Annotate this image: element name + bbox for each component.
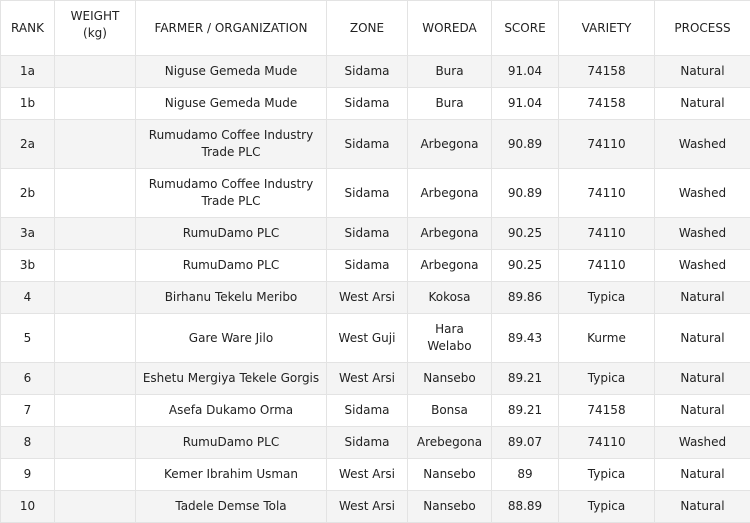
- cell-weight: [55, 56, 136, 88]
- table-header: [1, 1, 750, 56]
- cell-variety: 74158: [559, 88, 655, 120]
- cell-process: Washed: [655, 169, 750, 218]
- cell-farmer: Birhanu Tekelu Meribo: [136, 282, 327, 314]
- cell-process: Natural: [655, 491, 750, 523]
- table-row: [1, 56, 750, 88]
- cell-zone: West Guji: [327, 314, 408, 363]
- cell-woreda: Arbegona: [408, 218, 492, 250]
- cell-woreda: Nansebo: [408, 459, 492, 491]
- cell-variety: 74110: [559, 169, 655, 218]
- table-row: [1, 169, 750, 218]
- cell-process: Natural: [655, 395, 750, 427]
- cell-variety: Kurme: [559, 314, 655, 363]
- cell-score: 89.21: [492, 395, 559, 427]
- cell-weight: [55, 314, 136, 363]
- cell-rank: 8: [1, 427, 55, 459]
- cell-variety: Typica: [559, 363, 655, 395]
- cell-farmer: Tadele Demse Tola: [136, 491, 327, 523]
- table-row: [1, 250, 750, 282]
- cell-rank: 5: [1, 314, 55, 363]
- header-farmer: FARMER / ORGANIZATION: [136, 1, 327, 56]
- cell-zone: Sidama: [327, 169, 408, 218]
- cell-variety: Typica: [559, 459, 655, 491]
- cell-woreda: Arbegona: [408, 169, 492, 218]
- cell-woreda: Hara Welabo: [408, 314, 492, 363]
- cell-weight: [55, 218, 136, 250]
- cell-score: 90.89: [492, 169, 559, 218]
- cell-process: Natural: [655, 363, 750, 395]
- table-row: [1, 491, 750, 523]
- cell-rank: 10: [1, 491, 55, 523]
- cell-score: 89.86: [492, 282, 559, 314]
- cell-farmer: RumuDamo PLC: [136, 218, 327, 250]
- cell-zone: West Arsi: [327, 282, 408, 314]
- cell-zone: Sidama: [327, 250, 408, 282]
- header-process: PROCESS: [655, 1, 750, 56]
- cell-process: Natural: [655, 88, 750, 120]
- cell-farmer: RumuDamo PLC: [136, 250, 327, 282]
- cell-rank: 3b: [1, 250, 55, 282]
- cell-variety: 74110: [559, 218, 655, 250]
- cell-score: 90.25: [492, 218, 559, 250]
- cell-rank: 9: [1, 459, 55, 491]
- cell-farmer: Gare Ware Jilo: [136, 314, 327, 363]
- cell-process: Natural: [655, 314, 750, 363]
- cell-rank: 7: [1, 395, 55, 427]
- header-variety: VARIETY: [559, 1, 655, 56]
- cell-woreda: Arbegona: [408, 250, 492, 282]
- cell-farmer: Niguse Gemeda Mude: [136, 56, 327, 88]
- cell-variety: Typica: [559, 491, 655, 523]
- table-row: [1, 363, 750, 395]
- cell-woreda: Nansebo: [408, 363, 492, 395]
- header-weight: [55, 1, 136, 56]
- cell-process: Natural: [655, 282, 750, 314]
- table-row: [1, 88, 750, 120]
- table-row: [1, 314, 750, 363]
- cell-woreda: Arebegona: [408, 427, 492, 459]
- cell-woreda: Bura: [408, 56, 492, 88]
- cell-woreda: Kokosa: [408, 282, 492, 314]
- cell-weight: [55, 120, 136, 169]
- cell-weight: [55, 395, 136, 427]
- cell-woreda: Nansebo: [408, 491, 492, 523]
- table-row: [1, 120, 750, 169]
- cell-rank: 3a: [1, 218, 55, 250]
- cell-farmer: RumuDamo PLC: [136, 427, 327, 459]
- cell-weight: [55, 169, 136, 218]
- cell-farmer: Eshetu Mergiya Tekele Gorgis: [136, 363, 327, 395]
- cell-variety: 74110: [559, 120, 655, 169]
- cell-score: 90.25: [492, 250, 559, 282]
- cell-score: 91.04: [492, 56, 559, 88]
- cell-weight: [55, 363, 136, 395]
- cell-zone: West Arsi: [327, 363, 408, 395]
- cell-score: 89.07: [492, 427, 559, 459]
- cell-process: Natural: [655, 459, 750, 491]
- cell-zone: Sidama: [327, 218, 408, 250]
- cell-zone: Sidama: [327, 88, 408, 120]
- header-score: SCORE: [492, 1, 559, 56]
- table-row: [1, 427, 750, 459]
- cell-zone: Sidama: [327, 120, 408, 169]
- cell-score: 88.89: [492, 491, 559, 523]
- cell-woreda: Bonsa: [408, 395, 492, 427]
- cell-rank: 2b: [1, 169, 55, 218]
- header-rank: RANK: [1, 1, 55, 56]
- cell-variety: 74110: [559, 427, 655, 459]
- cell-rank: 4: [1, 282, 55, 314]
- cell-score: 89: [492, 459, 559, 491]
- cell-weight: [55, 491, 136, 523]
- cell-zone: Sidama: [327, 395, 408, 427]
- cell-variety: 74110: [559, 250, 655, 282]
- cell-rank: 1b: [1, 88, 55, 120]
- cell-weight: [55, 88, 136, 120]
- cell-woreda: Bura: [408, 88, 492, 120]
- cell-zone: Sidama: [327, 427, 408, 459]
- cell-weight: [55, 250, 136, 282]
- cell-variety: 74158: [559, 395, 655, 427]
- table-row: [1, 395, 750, 427]
- cell-variety: Typica: [559, 282, 655, 314]
- header-row: [1, 1, 750, 56]
- header-weight-line2: (kg): [83, 26, 107, 40]
- cell-farmer: Asefa Dukamo Orma: [136, 395, 327, 427]
- cell-farmer: Niguse Gemeda Mude: [136, 88, 327, 120]
- header-woreda: WOREDA: [408, 1, 492, 56]
- cell-weight: [55, 427, 136, 459]
- cell-rank: 1a: [1, 56, 55, 88]
- cell-process: Natural: [655, 56, 750, 88]
- cell-score: 91.04: [492, 88, 559, 120]
- cell-rank: 2a: [1, 120, 55, 169]
- header-zone: ZONE: [327, 1, 408, 56]
- cell-zone: West Arsi: [327, 459, 408, 491]
- cell-farmer: Kemer Ibrahim Usman: [136, 459, 327, 491]
- cell-process: Washed: [655, 218, 750, 250]
- table-row: [1, 459, 750, 491]
- cell-weight: [55, 459, 136, 491]
- cell-farmer: Rumudamo Coffee Industry Trade PLC: [136, 120, 327, 169]
- table-row: [1, 218, 750, 250]
- table-row: [1, 282, 750, 314]
- cell-process: Washed: [655, 427, 750, 459]
- table-body: [1, 56, 750, 523]
- cell-zone: West Arsi: [327, 491, 408, 523]
- header-weight-line1: WEIGHT: [71, 9, 120, 23]
- cell-variety: 74158: [559, 56, 655, 88]
- cell-score: 89.43: [492, 314, 559, 363]
- cell-score: 89.21: [492, 363, 559, 395]
- cell-weight: [55, 282, 136, 314]
- cell-rank: 6: [1, 363, 55, 395]
- cell-farmer: Rumudamo Coffee Industry Trade PLC: [136, 169, 327, 218]
- cell-woreda: Arbegona: [408, 120, 492, 169]
- cell-process: Washed: [655, 120, 750, 169]
- cell-zone: Sidama: [327, 56, 408, 88]
- cell-score: 90.89: [492, 120, 559, 169]
- cell-process: Washed: [655, 250, 750, 282]
